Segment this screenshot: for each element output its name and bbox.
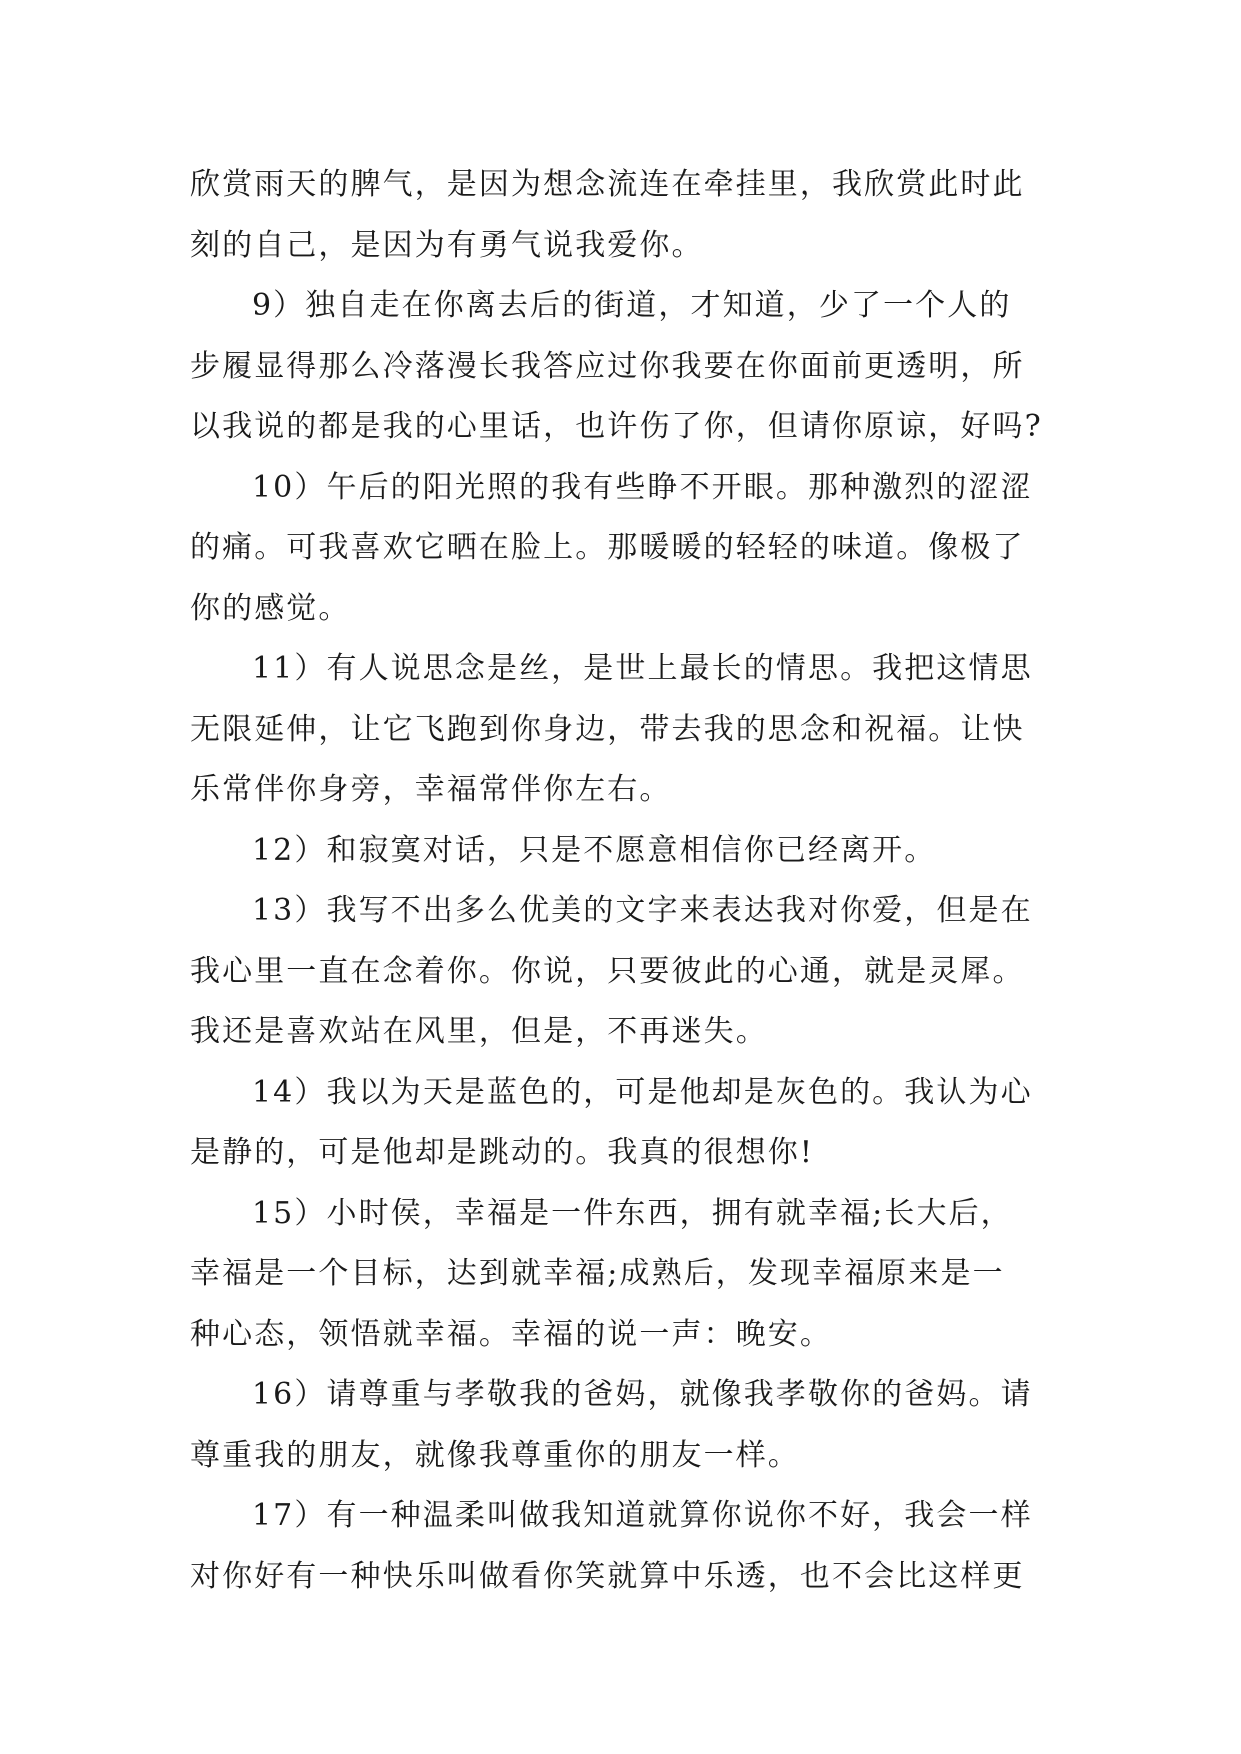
paragraph-item-16 xyxy=(190,1365,1050,1486)
paragraph-item-14 xyxy=(190,1063,1050,1184)
text-line: 我还是喜欢站在风里，但是，不再迷失。 xyxy=(190,1014,768,1049)
text-line: 9）独自走在你离去后的街道，才知道，少了一个人的 xyxy=(252,288,1012,323)
paragraph-item-15 xyxy=(190,1184,1050,1366)
text-line: 幸福是一个目标，达到就幸福;成熟后，发现幸福原来是一 xyxy=(190,1256,1005,1291)
text-line: 13）我写不出多么优美的文字来表达我对你爱，但是在 xyxy=(252,893,1033,928)
text-line: 欣赏雨天的脾气，是因为想念流连在牵挂里，我欣赏此时此 xyxy=(190,167,1025,202)
text-line: 步履显得那么冷落漫长我答应过你我要在你面前更透明，所 xyxy=(190,348,1025,384)
text-line: 你的感觉。 xyxy=(190,590,351,626)
text-line: 种心态，领悟就幸福。幸福的说一声：晚安。 xyxy=(190,1316,832,1352)
paragraph-item-11 xyxy=(190,639,1050,821)
paragraph-item-12 xyxy=(190,821,1050,882)
paragraph-item-17 xyxy=(190,1486,1050,1607)
text-line: 对你好有一种快乐叫做看你笑就算中乐透，也不会比这样更 xyxy=(190,1558,1025,1594)
document-body xyxy=(190,155,1050,1607)
text-line: 以我说的都是我的心里话，也许伤了你，但请你原谅，好吗? xyxy=(190,409,1043,444)
text-line: 的痛。可我喜欢它晒在脸上。那暖暖的轻轻的味道。像极了 xyxy=(190,530,1025,565)
text-line: 是静的，可是他却是跳动的。我真的很想你! xyxy=(190,1135,815,1170)
text-line: 15）小时侯，幸福是一件东西，拥有就幸福;长大后， xyxy=(252,1195,1013,1231)
text-line: 16）请尊重与孝敬我的爸妈，就像我孝敬你的爸妈。请 xyxy=(252,1377,1033,1412)
paragraph-item-9 xyxy=(190,276,1050,458)
text-line: 11）有人说思念是丝，是世上最长的情思。我把这情思 xyxy=(252,651,1033,686)
text-line: 刻的自己，是因为有勇气说我爱你。 xyxy=(190,227,704,263)
paragraph-item-10 xyxy=(190,458,1050,640)
text-line: 我心里一直在念着你。你说，只要彼此的心通，就是灵犀。 xyxy=(190,953,1025,989)
text-line: 17）有一种温柔叫做我知道就算你说你不好，我会一样 xyxy=(252,1498,1033,1533)
text-line: 乐常伴你身旁，幸福常伴你左右。 xyxy=(190,772,672,807)
text-line: 14）我以为天是蓝色的，可是他却是灰色的。我认为心 xyxy=(252,1074,1033,1110)
paragraph-continuation xyxy=(190,155,1050,276)
text-line: 12）和寂寞对话，只是不愿意相信你已经离开。 xyxy=(252,832,937,868)
text-line: 尊重我的朋友，就像我尊重你的朋友一样。 xyxy=(190,1437,800,1473)
paragraph-item-13 xyxy=(190,881,1050,1063)
text-line: 10）午后的阳光照的我有些睁不开眼。那种激烈的涩涩 xyxy=(252,469,1033,505)
text-line: 无限延伸，让它飞跑到你身边，带去我的思念和祝福。让快 xyxy=(190,711,1025,747)
